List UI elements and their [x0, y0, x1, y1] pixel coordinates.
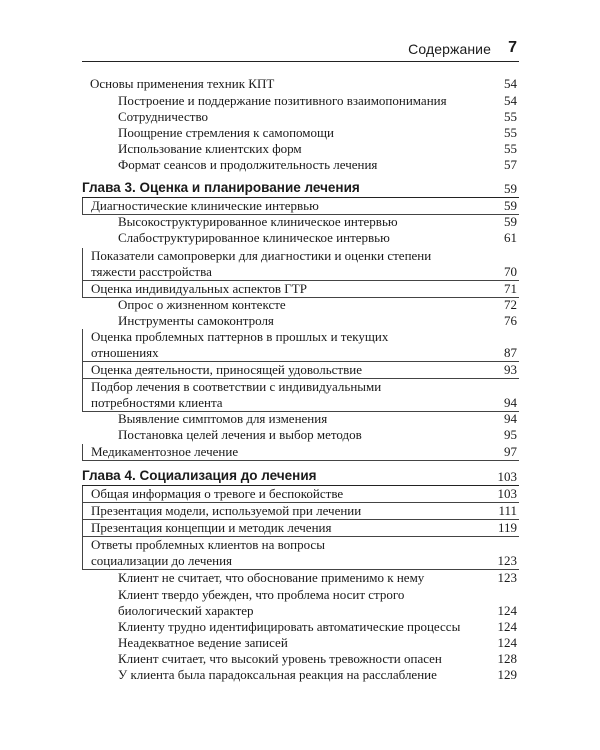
toc-entry-title: Выявление симптомов для изменения	[118, 411, 328, 426]
toc-entry-title: Слабоструктурированное клиническое интервью	[118, 230, 390, 245]
toc-entry-title: Постановка целей лечения и выбор методов	[118, 427, 362, 442]
toc-entry-page: 71	[504, 281, 517, 296]
toc-entry-title: Презентация модели, используемой при лечении	[91, 503, 362, 518]
toc-entry-title: Клиент не считает, что обоснование применимо к нему	[118, 570, 425, 585]
chapter-title: Глава 4. Социализация до лечения	[82, 468, 317, 483]
toc-entry-title: Построение и поддержание позитивного взаимопонимания	[118, 93, 447, 108]
toc-entry-title: Медикаментозное лечение	[91, 444, 239, 459]
toc-entry-page: 55	[504, 125, 517, 140]
toc-entry[interactable]	[82, 125, 519, 141]
toc-entry[interactable]	[82, 329, 519, 362]
chapter-page: 59	[504, 181, 517, 196]
toc-entry-title: Ответы проблемных клиентов на вопросы	[91, 537, 325, 552]
toc-entry[interactable]	[82, 157, 519, 173]
toc-entry-title: Формат сеансов и продолжительность лечения	[118, 157, 378, 172]
toc-entry-page: 119	[497, 520, 517, 535]
toc-entry[interactable]	[82, 635, 519, 651]
toc-entry-title: Клиент твердо убежден, что проблема носит строго	[118, 587, 405, 602]
toc-entry-page: 70	[504, 264, 517, 279]
toc-entry[interactable]	[82, 109, 519, 125]
toc-entry-title: Клиент считает, что высокий уровень тревожности опасен	[118, 651, 442, 666]
toc-entry-title: Высокоструктурированное клиническое интервью	[118, 214, 398, 229]
toc-entry[interactable]	[82, 297, 519, 313]
toc-entry-title: Клиенту трудно идентифицировать автоматические процессы	[118, 619, 461, 634]
toc-entry-title: Использование клиентских форм	[118, 141, 302, 156]
toc-entry[interactable]	[82, 362, 519, 379]
toc-entry-title: Основы применения техник КПТ	[90, 76, 275, 91]
toc-entry-page: 124	[497, 603, 517, 618]
toc-entry[interactable]	[82, 198, 519, 215]
toc-entry-title-continued: тяжести расстройства	[91, 264, 212, 279]
toc-entry[interactable]	[82, 537, 519, 570]
toc-entry[interactable]	[82, 141, 519, 157]
toc-entry[interactable]	[82, 486, 519, 503]
toc-entry-page: 55	[504, 141, 517, 156]
toc-entry-title: Оценка проблемных паттернов в прошлых и текущих	[91, 329, 389, 344]
toc-entry-title: Диагностические клинические интервью	[91, 198, 319, 213]
toc-entry-page: 93	[504, 362, 517, 377]
toc-entry[interactable]	[82, 503, 519, 520]
toc-entry-page: 55	[504, 109, 517, 124]
toc-entry[interactable]	[82, 248, 519, 281]
chapter-page: 103	[497, 469, 517, 484]
toc-entry-page: 123	[497, 553, 517, 568]
running-header-title: Содержание	[408, 41, 491, 57]
page-number: 7	[508, 39, 517, 56]
toc-entry-page: 129	[497, 667, 517, 682]
toc-entry-title: Опрос о жизненном контексте	[118, 297, 286, 312]
toc-entry[interactable]	[82, 587, 519, 619]
toc-entry[interactable]	[82, 214, 519, 230]
toc-entry[interactable]	[82, 570, 519, 586]
toc-entry-page: 76	[504, 313, 517, 328]
toc-entry-page: 72	[504, 297, 517, 312]
toc-entry[interactable]	[82, 667, 519, 683]
toc-entry-page: 94	[504, 411, 517, 426]
toc-entry[interactable]	[82, 619, 519, 635]
toc-entry[interactable]	[82, 313, 519, 329]
toc-entry-page: 123	[497, 570, 517, 585]
toc-entry-page: 124	[497, 619, 517, 634]
toc-entry-title-continued: отношениях	[91, 345, 159, 360]
toc-entry-page: 124	[497, 635, 517, 650]
toc-entry-page: 57	[504, 157, 517, 172]
toc-entry-title-continued: социализации до лечения	[91, 553, 233, 568]
toc-entry-page: 59	[504, 198, 517, 213]
toc-entry[interactable]	[82, 427, 519, 443]
toc-entry[interactable]	[82, 444, 519, 461]
toc-entry-page: 87	[504, 345, 517, 360]
chapter-title: Глава 3. Оценка и планирование лечения	[82, 180, 360, 195]
toc-entry-page: 54	[504, 76, 517, 91]
toc-entry-title-continued: биологический характер	[118, 603, 254, 618]
toc-entry[interactable]	[82, 411, 519, 427]
toc-entry-title: У клиента была парадоксальная реакция на расслабление	[118, 667, 437, 682]
toc-entry-title: Презентация концепции и методик лечения	[91, 520, 332, 535]
toc-entry[interactable]	[82, 230, 519, 246]
toc-entry-title: Поощрение стремления к самопомощи	[118, 125, 335, 140]
toc-chapter-heading[interactable]	[82, 180, 519, 198]
toc-entry-page: 97	[504, 444, 517, 459]
toc-entry-page: 59	[504, 214, 517, 229]
toc-entry-title: Оценка деятельности, приносящей удовольствие	[91, 362, 362, 377]
toc-entry[interactable]	[82, 76, 519, 92]
toc-entry[interactable]	[82, 379, 519, 412]
toc-entry-title: Подбор лечения в соответствии с индивидуальными	[91, 379, 382, 394]
toc-entry-page: 111	[498, 503, 517, 518]
toc-entry[interactable]	[82, 93, 519, 109]
toc-entry-title: Показатели самопроверки для диагностики и оценки степени	[91, 248, 432, 263]
toc-entry-page: 94	[504, 395, 517, 410]
toc-entry[interactable]	[82, 281, 519, 298]
toc-entry-title-continued: потребностями клиента	[91, 395, 223, 410]
toc-entry-page: 95	[504, 427, 517, 442]
toc-entry[interactable]	[82, 651, 519, 667]
toc-entry-title: Сотрудничество	[118, 109, 209, 124]
toc-entry-page: 103	[497, 486, 517, 501]
toc-chapter-heading[interactable]	[82, 468, 519, 486]
toc-entry-page: 61	[504, 230, 517, 245]
toc-entry-title: Инструменты самоконтроля	[118, 313, 274, 328]
toc-entry-page: 54	[504, 93, 517, 108]
toc-entry-title: Оценка индивидуальных аспектов ГТР	[91, 281, 307, 296]
toc-entry-title: Неадекватное ведение записей	[118, 635, 288, 650]
toc-entry-page: 128	[497, 651, 517, 666]
toc-entry[interactable]	[82, 520, 519, 537]
toc-entry-title: Общая информация о тревоге и беспокойстве	[91, 486, 344, 501]
